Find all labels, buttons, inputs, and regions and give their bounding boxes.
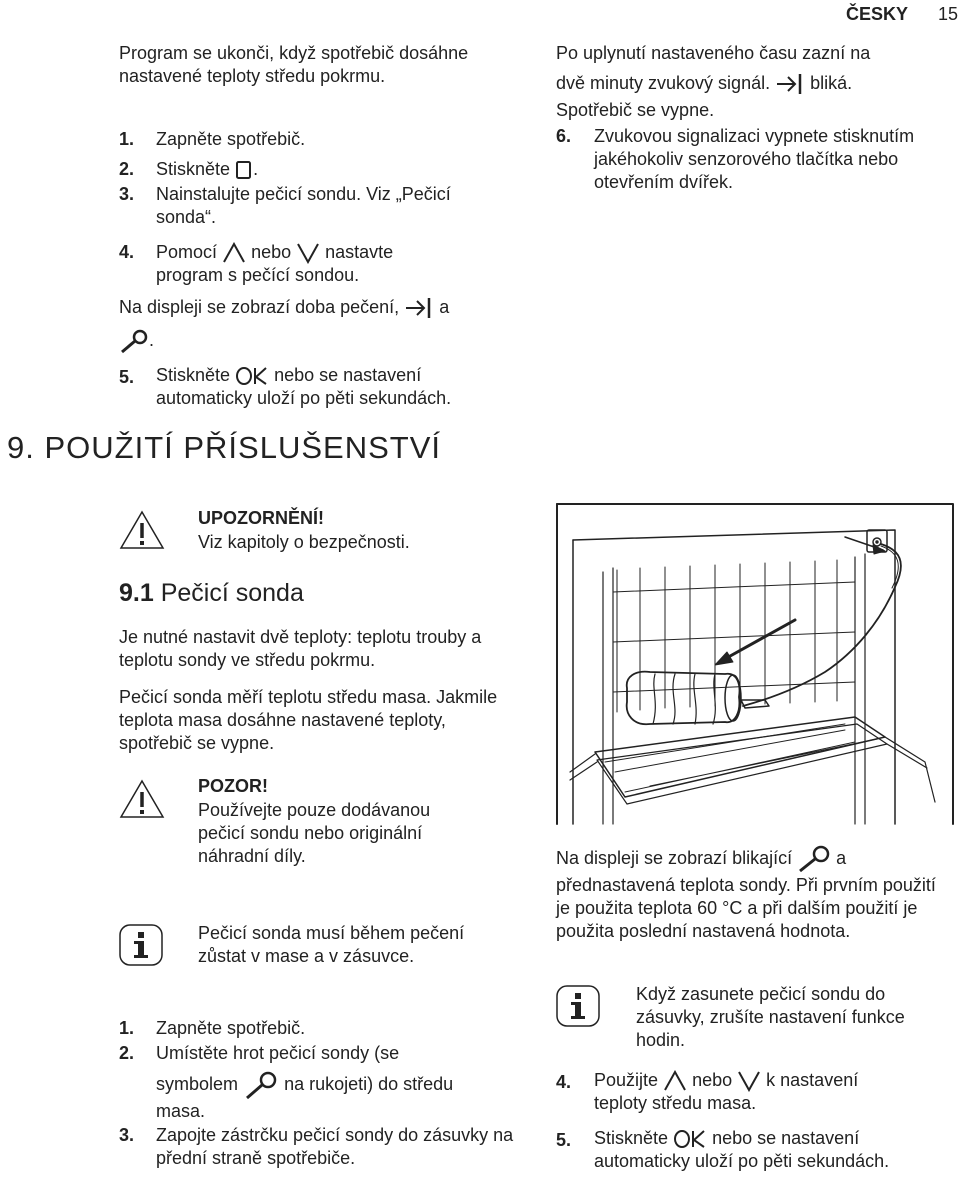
step-text-part: teploty středu masa. — [594, 1093, 757, 1114]
timer-end-part: dvě minuty zvukový signál. — [556, 73, 771, 93]
up-arrow-icon — [663, 1070, 687, 1092]
step-number: 5. — [119, 367, 135, 387]
end-time-icon — [775, 72, 805, 96]
step-text-part: Stiskněte — [156, 159, 231, 179]
meat-probe-icon — [243, 1070, 279, 1100]
step-text-part: Umístěte hrot pečicí sondy (se — [156, 1043, 400, 1063]
up-arrow-icon — [222, 242, 246, 264]
step-text-part: k nastavení — [766, 1070, 859, 1090]
step-number: 3. — [119, 1125, 135, 1145]
timer-end-part: bliká. — [810, 73, 853, 93]
info-text: Pečicí sonda musí během pečení zůstat v mase a v zásuvce. — [198, 923, 465, 966]
down-arrow-icon — [737, 1070, 761, 1092]
probe-display-note — [556, 845, 946, 873]
step-number: 4. — [556, 1072, 572, 1092]
oven-probe-illustration — [555, 502, 955, 827]
warning-triangle-icon — [119, 510, 165, 550]
display-note-text: Na displeji se zobrazí doba pečení, — [119, 297, 400, 317]
step-text-part: Pomocí — [156, 242, 218, 262]
step-text: Nainstalujte pečicí sondu. Viz „Pečicí sonda“. — [156, 184, 451, 227]
ok-button-icon — [673, 1129, 707, 1149]
step-number: 1. — [119, 129, 135, 149]
appliance-off-text: Spotřebič se vypne. — [556, 100, 715, 120]
display-note-line2 — [119, 328, 154, 354]
probe-display-part: a — [836, 847, 847, 868]
step-text-part: . — [253, 159, 259, 179]
caution-text: Používejte pouze dodávanou pečicí sondu nebo originální náhradní díly. — [198, 800, 431, 866]
step-text — [156, 1042, 536, 1123]
meat-probe-icon — [119, 328, 149, 354]
program-end-intro: Program se ukonči, když spotřebič dosáhne nastavené teploty středu pokrmu. — [119, 43, 469, 86]
step-text-part: na rukojeti) do středu — [284, 1074, 454, 1094]
step-number: 2. — [119, 159, 135, 179]
display-note — [119, 296, 539, 320]
step-text: Zapojte zástrčku pečicí sondy do zásuvky na přední straně spotřebiče. — [156, 1125, 514, 1168]
subsection-number: 9.1 — [119, 579, 154, 607]
step-number: 6. — [556, 126, 572, 146]
step-text-part: nebo — [692, 1070, 733, 1090]
meat-probe-icon — [797, 845, 831, 873]
step-text-part: symbolem — [156, 1074, 239, 1094]
ok-button-icon — [235, 366, 269, 386]
step-text-part: Stiskněte — [594, 1128, 669, 1148]
step-text — [594, 1127, 956, 1173]
step-text-part: masa. — [156, 1101, 206, 1122]
step-text — [156, 364, 516, 410]
step-text-part: Stiskněte — [156, 365, 231, 385]
step-number: 1. — [119, 1018, 135, 1038]
probe-paragraph-2: Pečicí sonda měří teplotu středu masa. Jakmile teplota masa dosáhne nastavené teploty, spotřebič se vypne. — [119, 687, 498, 753]
info-icon — [119, 924, 163, 966]
timer-end-text: Po uplynutí nastaveného času zazní na — [556, 43, 871, 63]
section-title: 9. POUŽITÍ PŘÍSLUŠENSTVÍ — [7, 430, 441, 465]
display-note-text: . — [149, 329, 155, 350]
probe-paragraph-1: Je nutné nastavit dvě teploty: teplotu trouby a teplotu sondy ve středu pokrmu. — [119, 627, 482, 670]
step-text-part: nebo — [251, 242, 292, 262]
square-button-icon — [235, 160, 253, 180]
step-text: Zapněte spotřebič. — [156, 1018, 306, 1038]
step-number: 2. — [119, 1043, 135, 1063]
step-text-part: nebo se nastavení — [712, 1128, 860, 1148]
end-time-icon — [404, 296, 434, 320]
step-text: Zvukovou signalizaci vypnete stisknutím jakéhokoliv senzorového tlačítka nebo otevřením dvířek. — [594, 126, 915, 192]
timer-end-text-2 — [556, 72, 852, 96]
header-language: ČESKY — [846, 4, 909, 24]
step-text-part: automaticky uloží po pěti sekundách. — [594, 1151, 890, 1171]
info-text: Když zasunete pečicí sondu do zásuvky, zrušíte nastavení funkce hodin. — [636, 984, 905, 1050]
step-number: 4. — [119, 242, 135, 262]
step-number: 5. — [556, 1130, 572, 1150]
step-text-part: nebo se nastavení — [274, 365, 422, 385]
probe-display-rest: přednastavená teplota sondy. Při prvním použití je použita teplota 60 °C a při dalším použití je použita poslední nastavená hodnota. — [556, 875, 936, 941]
step-number: 3. — [119, 184, 135, 204]
subsection-title: Pečicí sonda — [160, 579, 304, 607]
warning-triangle-icon — [119, 779, 165, 819]
warning-title: UPOZORNĚNÍ! — [198, 508, 324, 528]
down-arrow-icon — [296, 242, 320, 264]
info-icon — [556, 985, 600, 1027]
step-text: Zapněte spotřebič. — [156, 129, 306, 149]
step-text — [156, 158, 258, 181]
step-text — [594, 1069, 954, 1115]
step-text-part: program s pečící sondou. — [156, 265, 360, 286]
subsection-heading — [119, 579, 304, 608]
step-text — [156, 241, 486, 287]
page-number: 15 — [938, 4, 959, 24]
caution-title: POZOR! — [198, 776, 268, 796]
step-text-part: nastavte — [325, 242, 394, 262]
step-text-part: automaticky uloží po pěti sekundách. — [156, 388, 452, 408]
warning-text: Viz kapitoly o bezpečnosti. — [198, 532, 410, 552]
display-note-text: a — [439, 297, 450, 317]
probe-display-part: Na displeji se zobrazí blikající — [556, 847, 793, 868]
step-text-part: Použijte — [594, 1070, 659, 1090]
